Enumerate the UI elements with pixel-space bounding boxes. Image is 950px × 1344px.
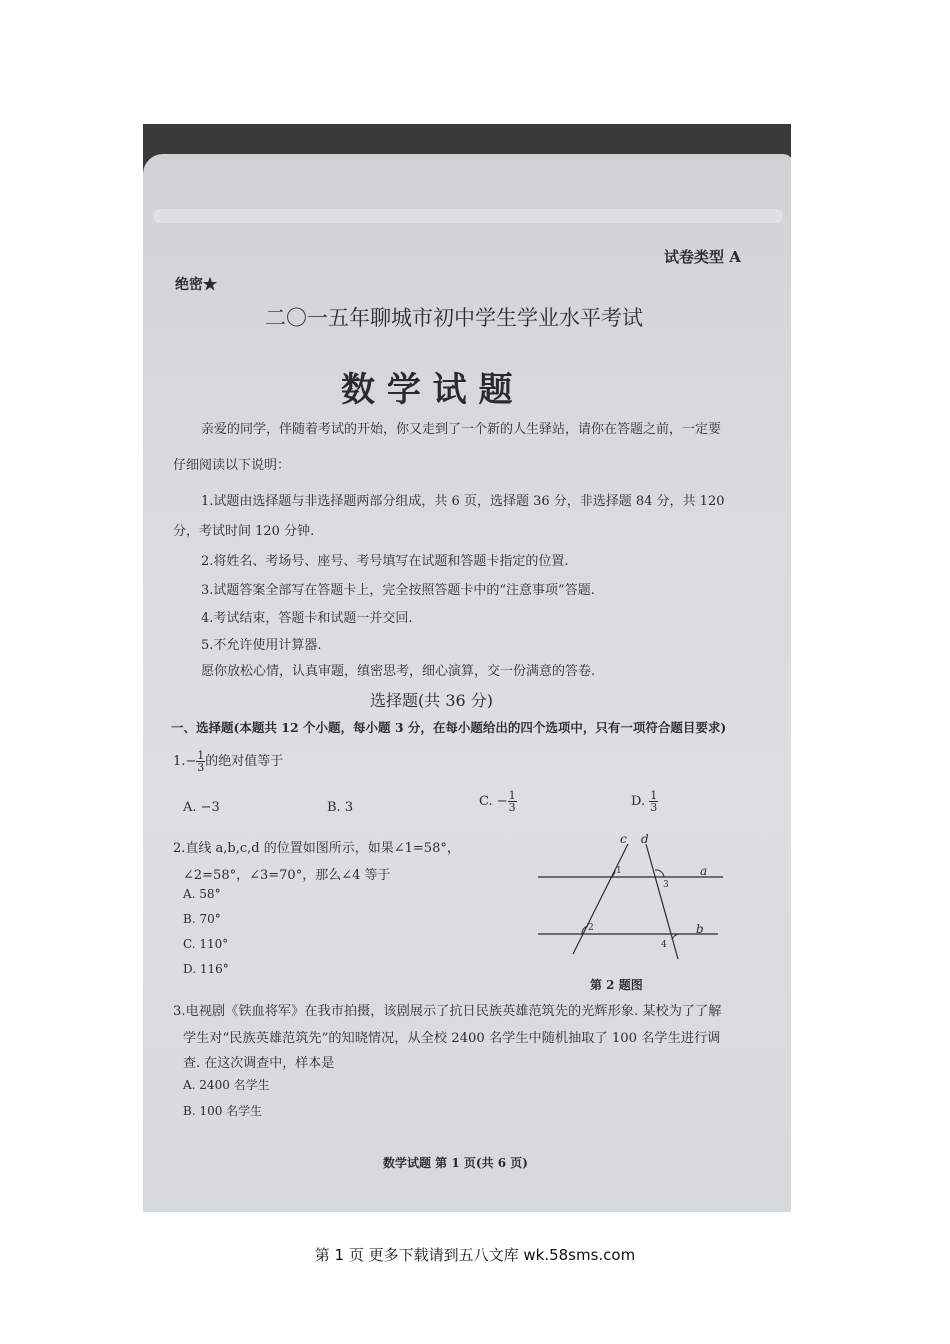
- section-instruction: 一、选择题(本题共 12 个小题，每小题 3 分，在每小题给出的四个选项中，只有一项符合题目要求): [171, 720, 727, 735]
- label-b: b: [696, 922, 704, 936]
- paper-type: 试卷类型 A: [664, 248, 741, 266]
- line-c: [573, 844, 628, 954]
- q3-stem-line-1: 3.电视剧《铁血将军》在我市拍摄，该剧展示了抗日民族英雄范筑先的光辉形象. 某校为了了解: [173, 1004, 722, 1019]
- subject-title: 数 学 试 题: [341, 370, 513, 410]
- q2-figure-caption: 第 2 题图: [590, 978, 643, 992]
- page-number-footer: 数学试题 第 1 页(共 6 页): [383, 1156, 528, 1170]
- label-c: c: [620, 832, 627, 846]
- angle-4-label: 4: [661, 940, 667, 950]
- q1-option-c-fraction: [508, 790, 517, 813]
- q1-option-a: A. −3: [183, 800, 220, 815]
- q1-frac-denominator: 3: [197, 761, 205, 774]
- q2-option-b: B. 70°: [183, 912, 221, 926]
- q1-option-c-prefix: C. −: [479, 794, 508, 809]
- rule-4: 4.考试结束，答题卡和试题一并交回.: [201, 611, 413, 626]
- q3-stem-line-2: 学生对“民族英雄范筑先”的知晓情况，从全校 2400 名学生中随机抽取了 100 名学生进行调: [183, 1031, 721, 1046]
- q1-option-b: B. 3: [327, 800, 354, 815]
- q1-option-d-denominator: 3: [650, 801, 658, 814]
- rule-3: 3.试题答案全部写在答题卡上，完全按照答题卡中的“注意事项”答题.: [201, 583, 595, 598]
- q1-option-d-prefix: D.: [631, 794, 650, 809]
- q1-fraction: [196, 750, 205, 773]
- q1-option-c-numerator: 1: [508, 789, 516, 802]
- q3-option-a: A. 2400 名学生: [183, 1078, 270, 1092]
- intro-line-1: 亲爱的同学，伴随着考试的开始，你又走到了一个新的人生驿站，请你在答题之前，一定要: [201, 422, 722, 437]
- label-d: d: [641, 832, 649, 846]
- q2-stem-line-2: ∠2=58°，∠3=70°，那么∠4 等于: [183, 868, 391, 883]
- angle-3-label: 3: [663, 880, 669, 890]
- exam-photo: [143, 124, 791, 1212]
- q1-option-c-denominator: 3: [508, 801, 516, 814]
- q1-stem: [173, 750, 283, 773]
- q1-stem-suffix: 的绝对值等于: [205, 754, 284, 769]
- q2-option-c: C. 110°: [183, 937, 229, 951]
- paper-edge: [153, 209, 783, 223]
- q3-stem-line-3: 查. 在这次调查中，样本是: [183, 1056, 335, 1071]
- rule-1-cont: 分，考试时间 120 分钟.: [173, 524, 315, 539]
- q2-option-d: D. 116°: [183, 962, 229, 976]
- document-footer: 第 1 页 更多下载请到五八文库 wk.58sms.com: [314, 1246, 636, 1264]
- section-title: 选择题(共 36 分): [370, 691, 494, 710]
- q1-frac-numerator: 1: [197, 749, 205, 762]
- intro-wish: 愿你放松心情，认真审题，缜密思考，细心演算，交一份满意的答卷.: [201, 664, 596, 679]
- angle-1-label: 1: [616, 866, 622, 876]
- label-a: a: [700, 864, 708, 878]
- angle-4-arc: [672, 934, 680, 940]
- exam-title: 二〇一五年聊城市初中学生学业水平考试: [265, 306, 643, 330]
- rule-1: 1.试题由选择题与非选择题两部分组成，共 6 页，选择题 36 分，非选择题 84 分，共 120: [201, 494, 725, 509]
- rule-2: 2.将姓名、考场号、座号、考号填写在试题和答题卡指定的位置.: [201, 554, 569, 569]
- secret-mark: 绝密★: [175, 277, 217, 293]
- angle-2-label: 2: [588, 923, 594, 933]
- q2-figure: [528, 809, 728, 979]
- exam-sheet: [143, 154, 791, 1212]
- q1-stem-prefix: 1.−: [173, 754, 197, 769]
- q3-option-b: B. 100 名学生: [183, 1104, 263, 1118]
- q2-option-a: A. 58°: [183, 887, 221, 901]
- q2-stem-line-1: 2.直线 a,b,c,d 的位置如图所示，如果∠1=58°，: [173, 841, 460, 856]
- rule-5: 5.不允许使用计算器.: [201, 638, 322, 653]
- intro-line-2: 仔细阅读以下说明：: [173, 458, 291, 473]
- q1-option-d-numerator: 1: [650, 789, 658, 802]
- angle-3-arc: [655, 870, 664, 877]
- q1-option-c: [479, 790, 517, 813]
